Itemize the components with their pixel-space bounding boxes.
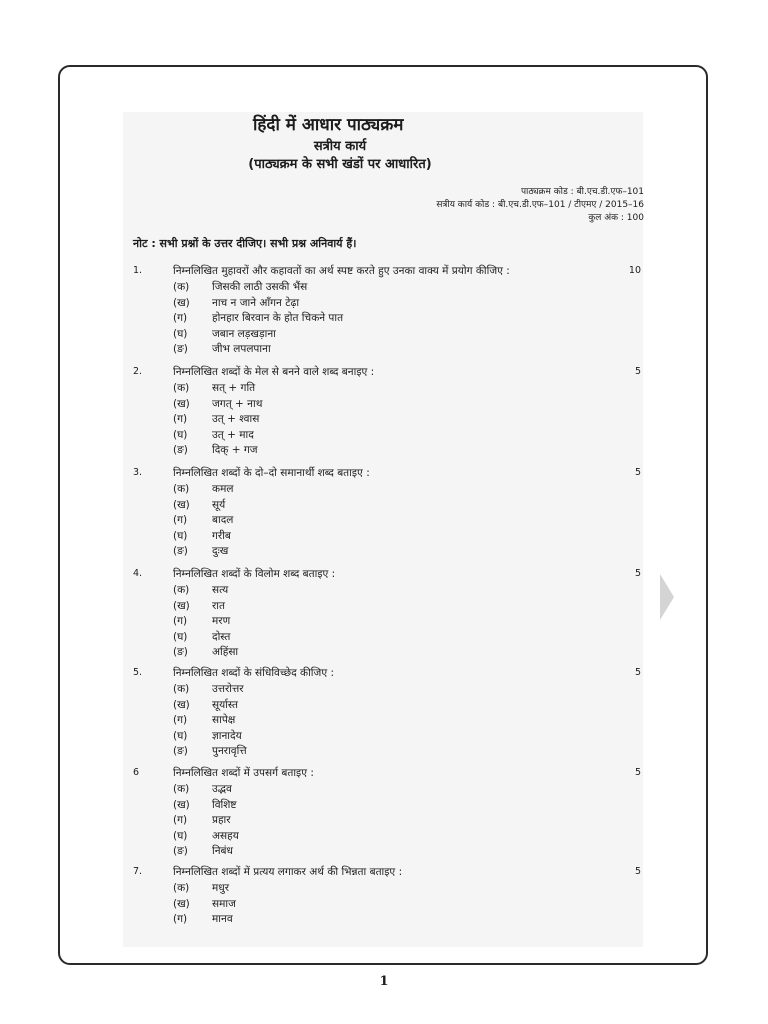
- option-text: गरीब: [212, 529, 231, 542]
- option-text: मधुर: [212, 882, 230, 894]
- question-text: निम्नलिखित शब्दों में उपसर्ग बताइए :: [173, 767, 314, 779]
- option-row: [133, 397, 641, 413]
- option-row: [133, 897, 641, 913]
- question-number: 4.: [133, 568, 143, 579]
- option-row: [133, 296, 641, 312]
- option-text: निबंध: [212, 845, 233, 857]
- option-row: [133, 599, 641, 615]
- option-row: [133, 443, 641, 459]
- option-label: (ग): [173, 312, 188, 324]
- option-text: नाच न जाने आँगन टेढ़ा: [212, 296, 300, 309]
- question-1: [133, 264, 641, 358]
- option-text: समाज: [212, 897, 236, 910]
- option-label: (ख): [173, 498, 190, 511]
- option-row: [133, 645, 641, 661]
- option-text: ज्ञानादेय: [212, 729, 242, 742]
- option-label: (घ): [173, 630, 188, 643]
- question-text: निम्नलिखित शब्दों के संधिविच्छेद कीजिए :: [173, 667, 334, 679]
- option-label: (ङ): [173, 545, 188, 557]
- option-label: (क): [173, 483, 190, 495]
- option-text: प्रहार: [212, 814, 231, 826]
- option-row: [133, 630, 641, 646]
- option-label: (ङ): [173, 845, 188, 857]
- option-row: [133, 698, 641, 714]
- course-code: पाठ्यक्रम कोड : बी.एच.डी.एफ–101: [520, 187, 644, 197]
- option-row: [133, 713, 641, 729]
- option-row: [133, 583, 641, 599]
- option-row: [133, 342, 641, 358]
- option-label: (घ): [173, 529, 188, 542]
- option-text: सूर्य: [212, 498, 226, 511]
- question-marks: 5: [634, 667, 641, 678]
- question-4: [133, 567, 641, 661]
- question-text: निम्नलिखित शब्दों के विलोम शब्द बताइए :: [173, 568, 336, 580]
- total-marks: कुल अंक : 100: [588, 213, 644, 223]
- option-row: [133, 498, 641, 514]
- option-label: (घ): [173, 327, 188, 340]
- option-label: (ग): [173, 714, 188, 726]
- option-label: (ङ): [173, 646, 188, 658]
- option-text: मानव: [212, 913, 233, 925]
- question-6: [133, 766, 641, 860]
- option-text: उत्तरोत्तर: [212, 683, 244, 695]
- option-label: (घ): [173, 729, 188, 742]
- option-row: [133, 782, 641, 798]
- question-number: 5.: [133, 667, 143, 678]
- question-number: 2.: [133, 366, 143, 377]
- option-label: (क): [173, 382, 190, 394]
- option-row: [133, 513, 641, 529]
- option-label: (ङ): [173, 444, 188, 456]
- option-label: (ख): [173, 798, 190, 811]
- option-label: (घ): [173, 428, 188, 441]
- question-number: 6: [133, 767, 140, 778]
- question-number: 1.: [133, 265, 143, 276]
- option-text: बादल: [212, 514, 234, 526]
- option-label: (ख): [173, 897, 190, 910]
- option-row: [133, 412, 641, 428]
- question-marks: 5: [634, 866, 641, 877]
- option-text: विशिष्ट: [212, 798, 237, 811]
- option-row: [133, 529, 641, 545]
- option-row: [133, 744, 641, 760]
- option-label: (ग): [173, 913, 188, 925]
- option-text: रात: [212, 599, 225, 612]
- option-row: [133, 482, 641, 498]
- option-row: [133, 614, 641, 630]
- option-text: जीभ लपलपाना: [212, 343, 271, 355]
- option-label: (ग): [173, 514, 188, 526]
- question-text: निम्नलिखित मुहावरों और कहावतों का अर्थ स्पष्ट करते हुए उनका वाक्य में प्रयोग कीजिए :: [173, 265, 510, 277]
- option-label: (ख): [173, 397, 190, 410]
- option-text: उत् + माद: [212, 428, 254, 441]
- option-label: (ग): [173, 615, 188, 627]
- question-number: 3.: [133, 467, 143, 478]
- option-label: (क): [173, 882, 190, 894]
- option-text: सापेक्ष: [212, 714, 236, 726]
- question-text: निम्नलिखित शब्दों के मेल से बनने वाले शब्द बनाइए :: [173, 366, 375, 378]
- assignment-code: सत्रीय कार्य कोड : बी.एच.डी.एफ–101 / टीएमए / 2015–16: [436, 200, 644, 210]
- option-label: (ङ): [173, 745, 188, 757]
- page-number: 1: [379, 974, 389, 989]
- option-row: [133, 428, 641, 444]
- question-marks: 5: [634, 467, 641, 478]
- option-text: उद्भव: [212, 783, 232, 795]
- option-row: [133, 280, 641, 296]
- option-row: [133, 881, 641, 897]
- option-text: सूर्यास्त: [212, 698, 238, 711]
- option-text: दुःख: [212, 545, 229, 557]
- option-text: सत्य: [212, 584, 229, 596]
- option-row: [133, 813, 641, 829]
- option-row: [133, 311, 641, 327]
- question-2: [133, 365, 641, 459]
- option-text: कमल: [212, 483, 234, 495]
- option-text: मरण: [212, 615, 231, 627]
- option-label: (घ): [173, 829, 188, 842]
- question-marks: 5: [634, 568, 641, 579]
- option-text: असहय: [212, 829, 239, 842]
- option-row: [133, 798, 641, 814]
- instructions-note: नोट : सभी प्रश्नों के उत्तर दीजिए। सभी प्रश्न अनिवार्य हैं।: [133, 237, 357, 250]
- question-marks: 5: [634, 366, 641, 377]
- option-text: सत् + गति: [212, 382, 256, 394]
- option-text: जिसकी लाठी उसकी भैंस: [212, 281, 308, 293]
- question-text: निम्नलिखित शब्दों के दो–दो समानार्थी शब्द बताइए :: [173, 467, 370, 479]
- question-5: [133, 666, 641, 760]
- option-label: (ङ): [173, 343, 188, 355]
- question-3: [133, 466, 641, 560]
- option-label: (ग): [173, 814, 188, 826]
- next-page-arrow-icon[interactable]: [660, 574, 674, 620]
- option-row: [133, 729, 641, 745]
- option-label: (ख): [173, 296, 190, 309]
- option-text: पुनरावृत्ति: [212, 745, 247, 757]
- option-row: [133, 829, 641, 845]
- option-text: उत् + श्वास: [212, 413, 260, 425]
- option-text: अहिंसा: [212, 646, 239, 658]
- question-marks: 10: [628, 265, 641, 276]
- option-text: दिक् + गज: [212, 444, 258, 456]
- option-text: जगत् + नाथ: [212, 397, 263, 410]
- page-subtitle: सत्रीय कार्य: [313, 139, 367, 154]
- option-text: होनहार बिरवान के होत चिकने पात: [212, 312, 344, 324]
- question-text: निम्नलिखित शब्दों में प्रत्यय लगाकर अर्थ की भिन्नता बताइए :: [173, 866, 403, 878]
- option-label: (क): [173, 783, 190, 795]
- option-row: [133, 381, 641, 397]
- option-row: [133, 912, 641, 928]
- question-marks: 5: [634, 767, 641, 778]
- option-label: (क): [173, 683, 190, 695]
- page-title: हिंदी में आधार पाठ्यक्रम: [253, 115, 404, 135]
- option-text: दोस्त: [212, 630, 231, 643]
- option-label: (ख): [173, 698, 190, 711]
- option-row: [133, 544, 641, 560]
- question-number: 7.: [133, 866, 143, 877]
- option-label: (क): [173, 281, 190, 293]
- option-text: जबान लड़खड़ाना: [212, 327, 276, 340]
- option-row: [133, 327, 641, 343]
- option-label: (ख): [173, 599, 190, 612]
- option-row: [133, 844, 641, 860]
- option-row: [133, 682, 641, 698]
- page-subtitle-secondary: (पाठ्यक्रम के सभी खंडों पर आधारित): [248, 157, 432, 172]
- question-7: [133, 865, 641, 928]
- option-label: (ग): [173, 413, 188, 425]
- option-label: (क): [173, 584, 190, 596]
